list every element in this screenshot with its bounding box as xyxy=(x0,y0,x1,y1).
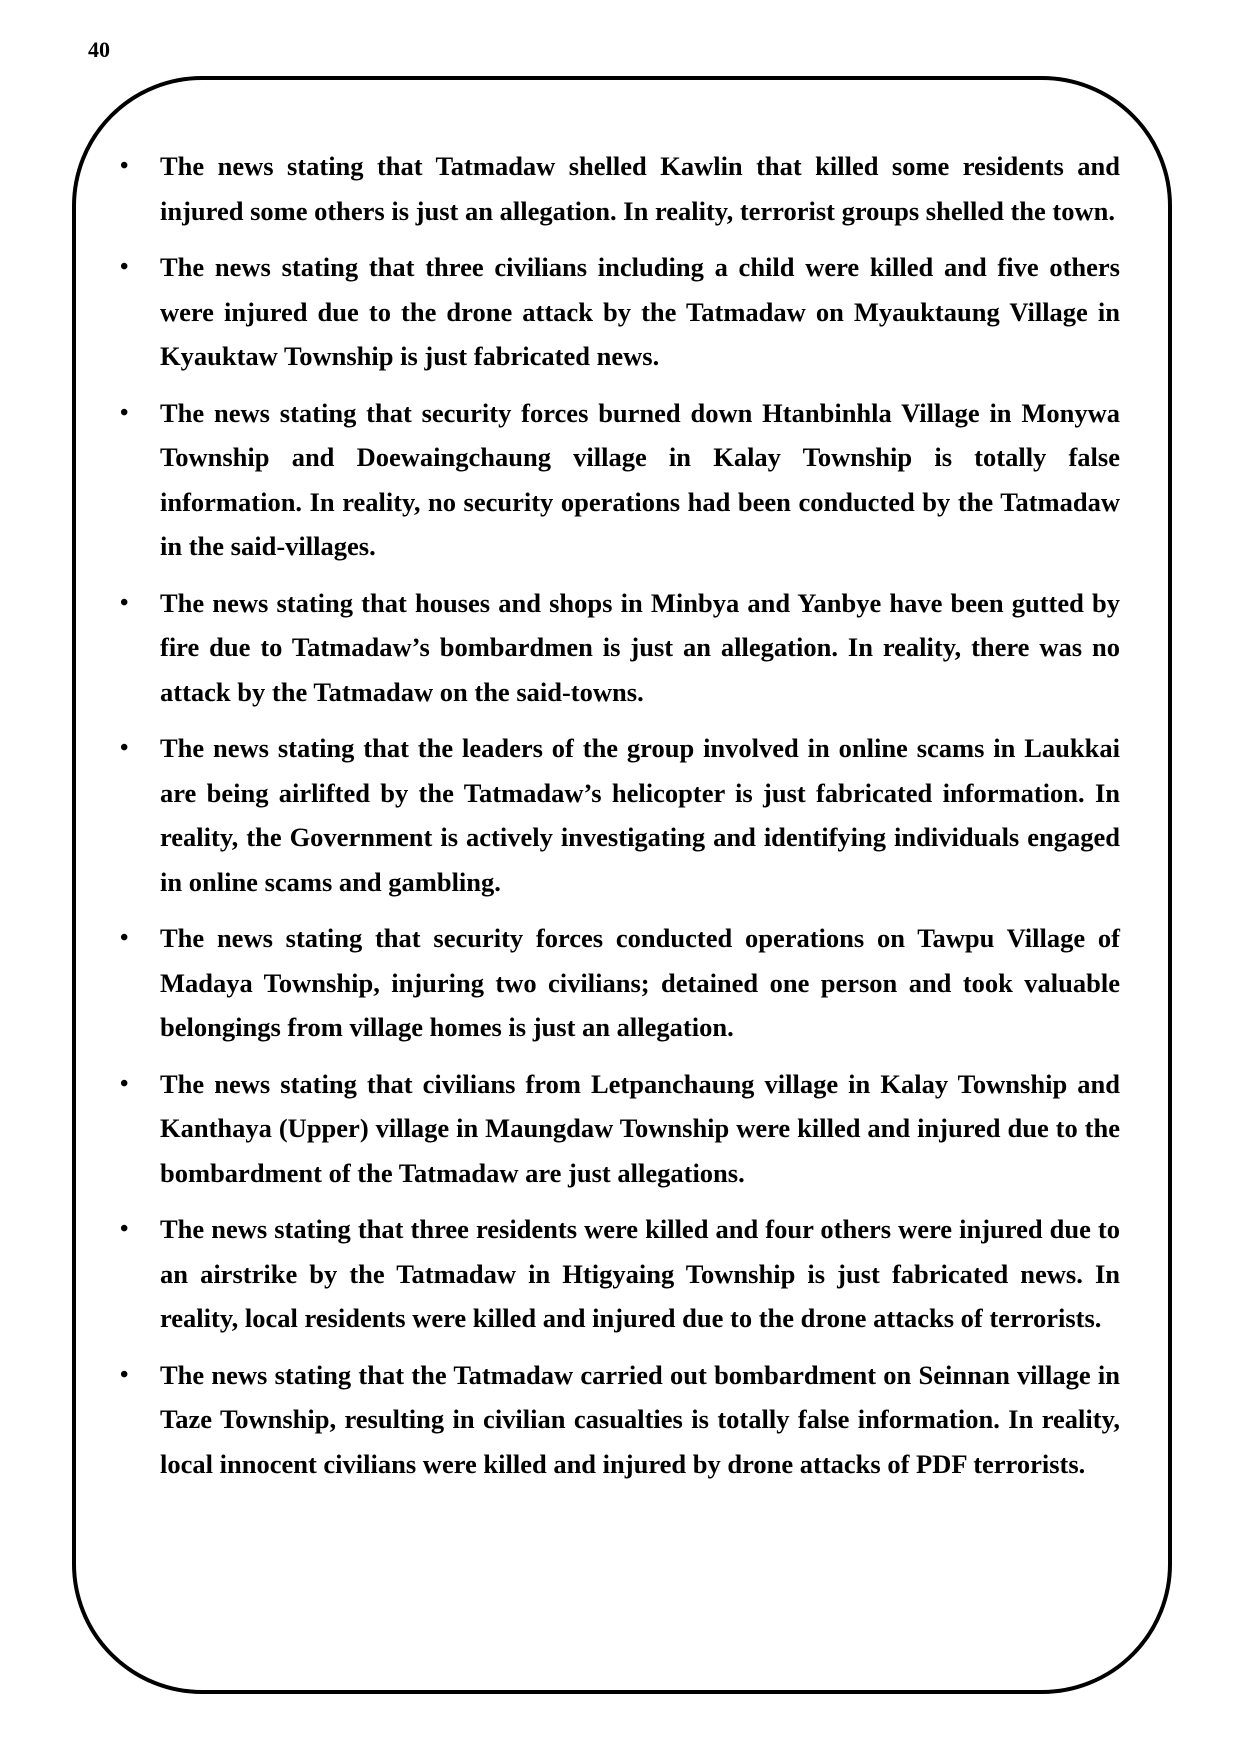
list-item xyxy=(120,1207,1120,1341)
list-item xyxy=(120,144,1120,233)
news-bullet-list xyxy=(120,144,1120,1498)
bullet-icon: • xyxy=(120,1216,129,1242)
list-item-text: The news stating that Tatmadaw shelled Kawlin that killed some residents and injured some others is just an allegation. In reality, terrorist groups shelled the town. xyxy=(160,151,1120,226)
list-item-text: The news stating that the Tatmadaw carried out bombardment on Seinnan village in Taze Township, resulting in civilian casualties is totally false information. In reality, local innocent civilians were killed and injured by drone attacks of PDF terrorists. xyxy=(160,1359,1120,1479)
list-item xyxy=(120,1353,1120,1487)
bullet-icon: • xyxy=(120,1070,129,1097)
bullet-icon: • xyxy=(120,1361,129,1388)
bullet-icon: • xyxy=(120,925,129,951)
list-item xyxy=(120,581,1120,715)
list-item-text: The news stating that security forces burned down Htanbinhla Village in Monywa Township and Doewaingchaung village in Kalay Township is totally false information. In reality, no security operations had been conducted by the Tatmadaw in the said-villages. xyxy=(160,397,1120,561)
bullet-icon: • xyxy=(120,589,129,616)
bullet-icon: • xyxy=(120,735,129,761)
page-number: 40 xyxy=(88,37,110,62)
list-item xyxy=(120,726,1120,904)
bullet-icon: • xyxy=(120,254,129,280)
list-item xyxy=(120,245,1120,379)
list-item xyxy=(120,916,1120,1050)
list-item xyxy=(120,1062,1120,1196)
list-item-text: The news stating that three residents were killed and four others were injured due to an airstrike by the Tatmadaw in Htigyaing Township is just fabricated news. In reality, local residents were killed and injured due to the drone attacks of terrorists. xyxy=(160,1214,1120,1333)
bullet-icon: • xyxy=(120,153,129,179)
list-item-text: The news stating that security forces conducted operations on Tawpu Village of Madaya Township, injuring two civilians; detained one person and took valuable belongings from village homes is just an allegation. xyxy=(160,923,1120,1042)
list-item-text: The news stating that civilians from Letpanchaung village in Kalay Township and Kanthaya (Upper) village in Maungdaw Township were killed and injured due to the bombardment of the Tatmadaw are just allegations. xyxy=(160,1068,1120,1188)
list-item-text: The news stating that the leaders of the group involved in online scams in Laukkai are being airlifted by the Tatmadaw’s helicopter is just fabricated information. In reality, the Government is actively investigating and identifying individuals engaged in online scams and gambling. xyxy=(160,733,1120,897)
list-item xyxy=(120,391,1120,569)
bullet-icon: • xyxy=(120,399,129,426)
list-item-text: The news stating that houses and shops in Minbya and Yanbye have been gutted by fire due to Tatmadaw’s bombardmen is just an allegation. In reality, there was no attack by the Tatmadaw on the said-towns. xyxy=(160,587,1120,707)
list-item-text: The news stating that three civilians including a child were killed and five others were injured due to the drone attack by the Tatmadaw on Myauktaung Village in Kyauktaw Township is just fabricated news. xyxy=(160,252,1120,371)
